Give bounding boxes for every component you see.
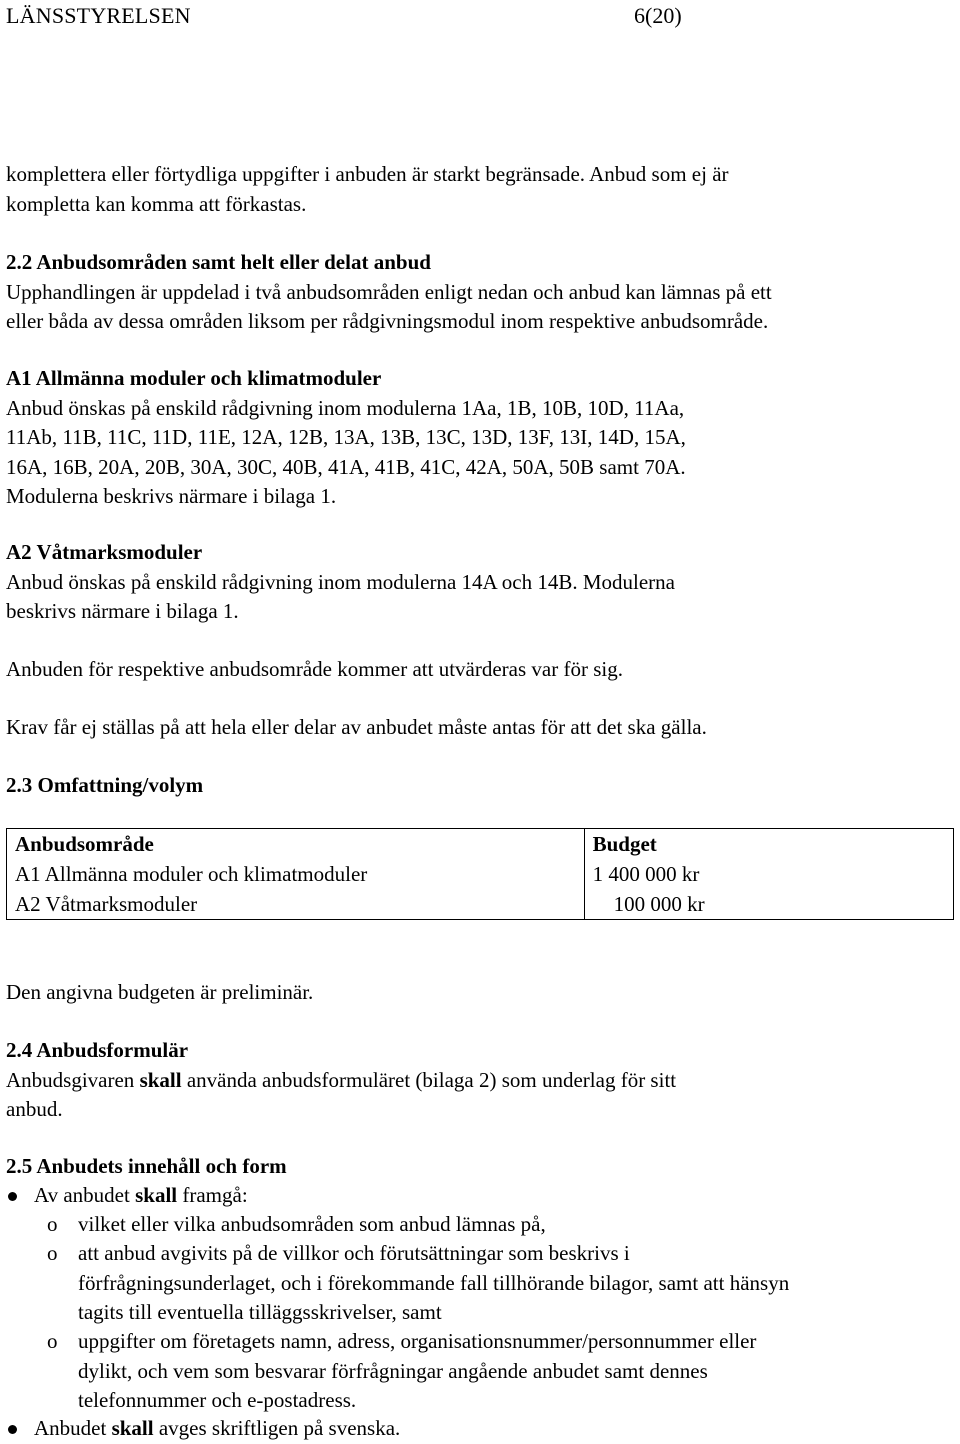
paragraph-line: 11Ab, 11B, 11C, 11D, 11E, 12A, 12B, 13A, 13B, 13C, 13D, 13F, 13I, 14D, 15A, <box>6 425 686 449</box>
section-a2 <box>6 538 954 627</box>
sub-list-item <box>6 1210 954 1240</box>
sub-bullet-icon: o <box>47 1329 58 1353</box>
text-run: Av anbudet <box>34 1183 136 1207</box>
paragraph-line: beskrivs närmare i bilaga 1. <box>6 599 239 623</box>
evaluation-paragraph <box>6 655 954 685</box>
area-name: A1 Allmänna moduler och klimatmoduler <box>15 862 368 886</box>
section-2-3 <box>6 771 954 801</box>
column-header-area: Anbudsområde <box>15 832 154 856</box>
text-run: använda anbudsformuläret (bilaga 2) som underlag för sitt <box>181 1067 677 1092</box>
sub-item-line: uppgifter om företagets namn, adress, organisationsnummer/personnummer eller <box>78 1329 757 1353</box>
paragraph-line: 16A, 16B, 20A, 20B, 30A, 30C, 40B, 41A, 41B, 41C, 42A, 50A, 50B samt 70A. <box>6 454 686 479</box>
paragraph-line: Krav får ej ställas på att hela eller delar av anbudet måste antas för att det ska gälla. <box>6 715 707 739</box>
section-heading: 2.4 Anbudsformulär <box>6 1038 189 1062</box>
requirement-paragraph <box>6 713 954 743</box>
section-heading: 2.2 Anbudsområden samt helt eller delat anbud <box>6 250 431 274</box>
budget-value: 100 000 kr <box>613 892 705 916</box>
budget-table <box>6 828 954 920</box>
sub-bullet-icon: o <box>47 1212 58 1236</box>
subsection-heading: A1 Allmänna moduler och klimatmoduler <box>6 366 382 390</box>
area-name: A2 Våtmarksmoduler <box>15 892 198 916</box>
column-header-budget: Budget <box>592 832 657 856</box>
emphasis-skall: skall <box>135 1183 178 1207</box>
section-a1 <box>6 364 954 512</box>
paragraph-line: Upphandlingen är uppdelad i två anbudsområden enligt nedan och anbud kan lämnas på ett <box>6 279 772 304</box>
paragraph-line: Den angivna budgeten är preliminär. <box>6 980 314 1004</box>
text-run: Anbudsgivaren <box>6 1067 140 1092</box>
budget-value: 1 400 000 kr <box>592 862 700 886</box>
bullet-icon <box>8 1425 17 1434</box>
paragraph-line: anbud. <box>6 1097 63 1121</box>
section-2-4 <box>6 1036 954 1125</box>
subsection-heading: A2 Våtmarksmoduler <box>6 540 203 564</box>
sub-list-item <box>6 1327 954 1417</box>
paragraph-line: Anbud önskas på enskild rådgivning inom modulerna 1Aa, 1B, 10B, 10D, 11Aa, <box>6 395 685 420</box>
bullet-text <box>34 1414 400 1444</box>
paragraph-line: Anbuden för respektive anbudsområde kommer att utvärderas var för sig. <box>6 657 623 681</box>
bullet-item <box>6 1414 954 1444</box>
sub-item-line: förfrågningsunderlaget, och i förekommande fall tillhörande bilagor, samt att hänsyn <box>78 1270 790 1295</box>
paragraph-line: Modulerna beskrivs närmare i bilaga 1. <box>6 484 337 508</box>
intro-line: kompletta kan komma att förkastas. <box>6 191 307 216</box>
sub-bullet-icon: o <box>47 1241 58 1265</box>
section-2-2 <box>6 248 954 337</box>
text-run: Anbudet <box>34 1416 112 1440</box>
intro-paragraph <box>6 160 954 219</box>
sub-item-line: tagits till eventuella tilläggsskrivelser, samt <box>78 1300 442 1324</box>
emphasis-skall: skall <box>111 1416 154 1440</box>
bullet-item <box>6 1181 954 1211</box>
sub-item-line: dylikt, och vem som besvarar förfrågningar angående anbudet samt dennes <box>78 1358 708 1383</box>
paragraph-line: Anbud önskas på enskild rådgivning inom modulerna 14A och 14B. Modulerna <box>6 569 675 594</box>
section-2-5 <box>6 1152 954 1182</box>
sub-item-line: att anbud avgivits på de villkor och förutsättningar som beskrivs i <box>78 1241 630 1265</box>
header-page-number: 6(20) <box>634 3 682 28</box>
bullet-icon <box>8 1192 17 1201</box>
section-heading: 2.3 Omfattning/volym <box>6 773 204 797</box>
text-run: avges skriftligen på svenska. <box>153 1416 401 1440</box>
table-cell-budget <box>584 829 953 920</box>
text-run: framgå: <box>177 1183 248 1207</box>
emphasis-skall: skall <box>139 1067 182 1092</box>
paragraph-line <box>6 1066 954 1096</box>
sub-item-line: vilket eller vilka anbudsområden som anbud lämnas på, <box>78 1212 546 1236</box>
table-cell-area <box>7 829 585 920</box>
intro-line: komplettera eller förtydliga uppgifter i anbuden är starkt begränsade. Anbud som ej är <box>6 162 729 186</box>
sub-item-line: telefonnummer och e-postadress. <box>78 1388 357 1412</box>
bullet-text <box>34 1181 248 1211</box>
section-heading: 2.5 Anbudets innehåll och form <box>6 1154 287 1178</box>
budget-note <box>6 978 954 1008</box>
sub-list-item <box>6 1239 954 1329</box>
table-row <box>7 829 954 920</box>
paragraph-line: eller båda av dessa områden liksom per rådgivningsmodul inom respektive anbudsområde. <box>6 309 769 333</box>
header-organization: LÄNSSTYRELSEN <box>6 3 191 28</box>
